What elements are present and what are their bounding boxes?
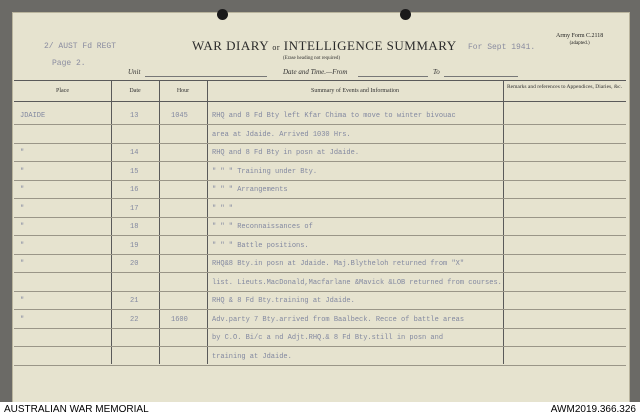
row-ruling bbox=[14, 272, 626, 273]
row-place: " bbox=[20, 297, 25, 305]
period-typed: For Sept 1941. bbox=[468, 43, 536, 52]
row-ruling bbox=[14, 309, 626, 310]
footer-accession: AWM2019.366.326 bbox=[550, 404, 636, 415]
header-summary: Summary of Events and Information bbox=[311, 88, 399, 94]
row-summary: " " " Battle positions. bbox=[212, 242, 309, 250]
row-summary: " " " Reconnaissances of bbox=[212, 223, 313, 231]
row-ruling bbox=[14, 143, 626, 144]
row-date: 22 bbox=[130, 316, 139, 324]
row-ruling bbox=[14, 124, 626, 125]
row-date: 13 bbox=[130, 112, 139, 120]
row-place: " bbox=[20, 316, 25, 324]
row-place: JDAIDE bbox=[20, 112, 46, 120]
row-summary: Adv.party 7 Bty.arrived from Baalbeck. Recce of battle areas bbox=[212, 316, 465, 324]
row-hour: 1600 bbox=[171, 316, 188, 324]
table-top-border bbox=[14, 80, 626, 81]
title-intelligence-summary: INTELLIGENCE SUMMARY bbox=[283, 38, 457, 53]
row-ruling bbox=[14, 198, 626, 199]
row-ruling bbox=[14, 161, 626, 162]
row-summary: " " " Arrangements bbox=[212, 186, 288, 194]
form-subtitle: (Erase heading not required) bbox=[283, 56, 341, 61]
row-ruling bbox=[14, 217, 626, 218]
row-summary: area at Jdaide. Arrived 1030 Hrs. bbox=[212, 131, 351, 139]
army-form-number: Army Form C.2118 bbox=[556, 33, 604, 39]
row-place: " bbox=[20, 260, 25, 268]
row-summary: RHQ and 8 Fd Bty left Kfar Chima to move to winter bivouac bbox=[212, 112, 456, 120]
row-ruling bbox=[14, 291, 626, 292]
row-summary: RHQ & 8 Fd Bty.training at Jdaide. bbox=[212, 297, 355, 305]
row-summary: list. Lieuts.MacDonald,Macfarlane &Mavick &LOB returned from courses. bbox=[212, 279, 502, 287]
row-date: 14 bbox=[130, 149, 139, 157]
punch-hole-right bbox=[400, 9, 411, 20]
table-header-border bbox=[14, 101, 626, 102]
row-place: " bbox=[20, 205, 25, 213]
row-summary: RHQ and 8 Fd Bty in posn at Jdaide. bbox=[212, 149, 360, 157]
row-date: 21 bbox=[130, 297, 139, 305]
form-title bbox=[192, 38, 457, 54]
title-or: or bbox=[272, 43, 281, 52]
to-label: To bbox=[433, 68, 440, 76]
row-date: 17 bbox=[130, 205, 139, 213]
header-hour: Hour bbox=[176, 88, 190, 94]
row-date: 16 bbox=[130, 186, 139, 194]
row-summary: by C.O. Bi/c a nd Adjt.RHQ.& 8 Fd Bty.still in posn and bbox=[212, 334, 444, 342]
row-ruling bbox=[14, 254, 626, 255]
unit-typed: 2/ AUST Fd REGT bbox=[44, 42, 117, 51]
footer-bar bbox=[0, 402, 640, 418]
row-place: " bbox=[20, 168, 25, 176]
row-summary: training at Jdaide. bbox=[212, 353, 292, 361]
row-ruling bbox=[14, 365, 626, 366]
row-summary: RHQ&8 Bty.in posn at Jdaide. Maj.Blytheloh returned from "X" bbox=[212, 260, 465, 268]
row-place: " bbox=[20, 242, 25, 250]
title-war-diary: WAR DIARY bbox=[192, 38, 269, 53]
row-date: 20 bbox=[130, 260, 139, 268]
row-place: " bbox=[20, 223, 25, 231]
col-divider-date bbox=[111, 80, 112, 364]
unit-label: Unit bbox=[128, 68, 141, 76]
army-form-note: (adapted.) bbox=[569, 41, 590, 46]
row-hour: 1045 bbox=[171, 112, 188, 120]
army-form-id bbox=[556, 33, 603, 47]
col-divider-hour bbox=[159, 80, 160, 364]
row-date: 19 bbox=[130, 242, 139, 250]
header-place: Place bbox=[56, 88, 69, 94]
page-number: Page 2. bbox=[52, 59, 86, 68]
date-time-label: Date and Time.—From bbox=[283, 68, 348, 76]
unit-underline bbox=[145, 76, 267, 77]
header-date: Date bbox=[129, 88, 141, 94]
footer-institution: AUSTRALIAN WAR MEMORIAL bbox=[4, 404, 149, 415]
to-underline bbox=[444, 76, 518, 77]
row-ruling bbox=[14, 328, 626, 329]
row-date: 18 bbox=[130, 223, 139, 231]
punch-hole-left bbox=[217, 9, 228, 20]
row-place: " bbox=[20, 186, 25, 194]
col-divider-remarks bbox=[503, 80, 504, 364]
row-summary: " " " bbox=[212, 205, 234, 213]
header-remarks: Remarks and references to Appendices, Diaries, &c. bbox=[507, 84, 622, 90]
col-divider-summary bbox=[207, 80, 208, 364]
from-underline bbox=[358, 76, 428, 77]
row-ruling bbox=[14, 235, 626, 236]
row-date: 15 bbox=[130, 168, 139, 176]
row-place: " bbox=[20, 149, 25, 157]
row-summary: " " " Training under Bty. bbox=[212, 168, 318, 176]
row-ruling bbox=[14, 346, 626, 347]
row-ruling bbox=[14, 180, 626, 181]
